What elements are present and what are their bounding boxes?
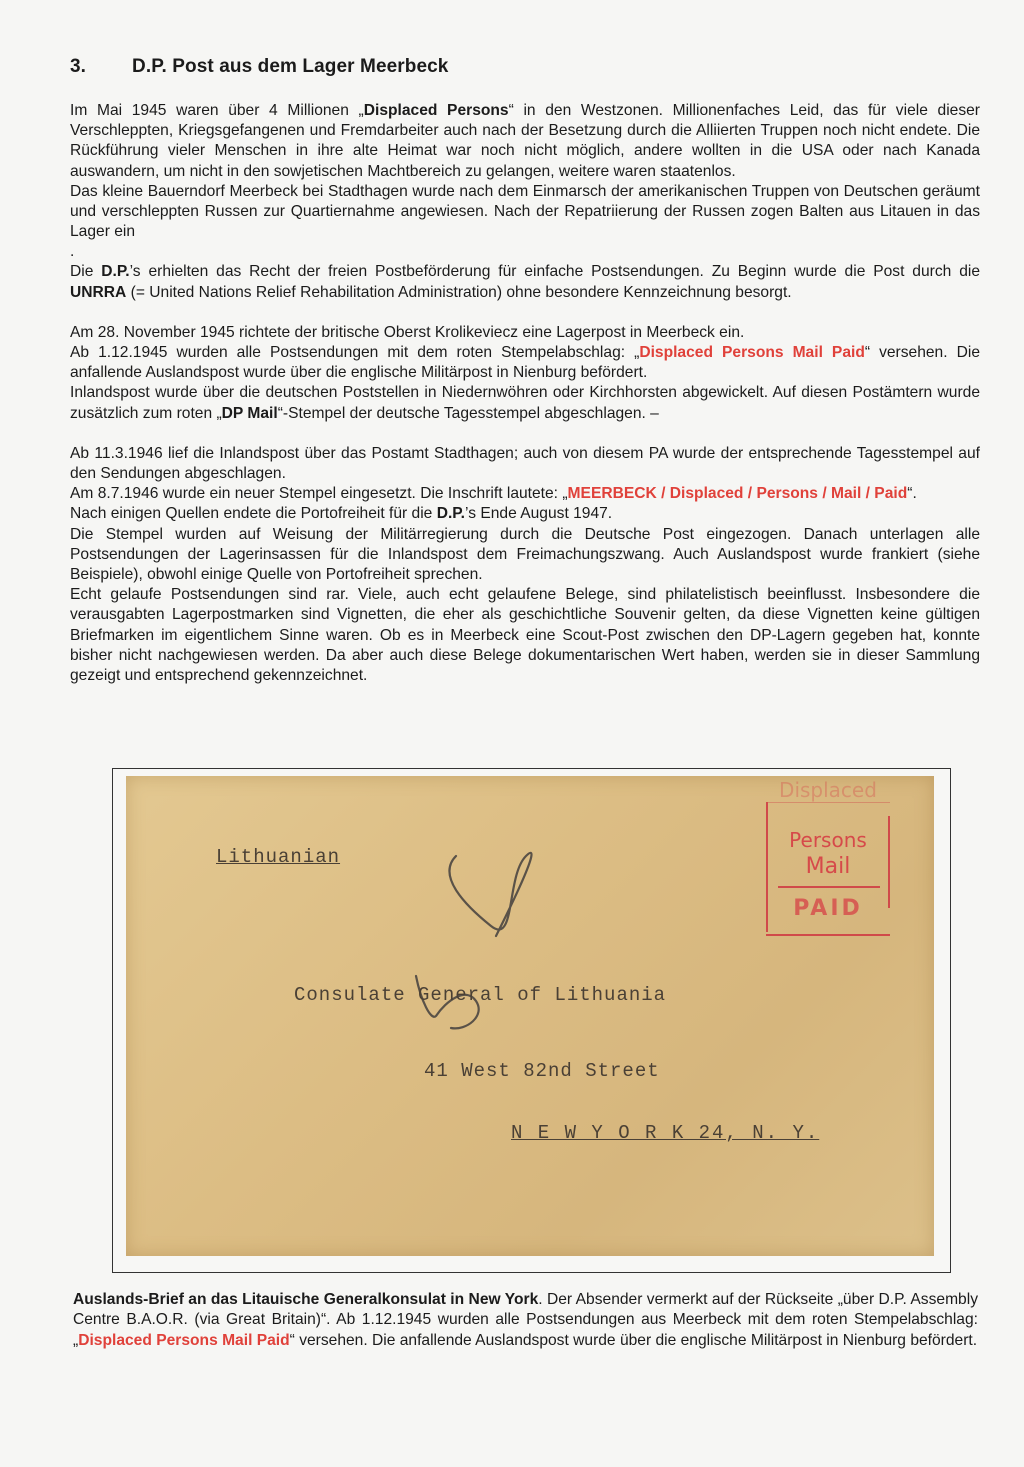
body-text	[70, 101, 980, 686]
spacer	[70, 424, 980, 444]
text-run: “-Stempel der deutsche Tagesstempel abgeschlagen. –	[277, 404, 659, 422]
emphasis: UNRRA	[70, 283, 127, 301]
paragraph-9	[70, 504, 980, 524]
text-run: “ in den Westzonen. Millionenfaches Leid, das für viele dieser Verschleppten, Kriegsgefangenen und Fremdarbeiter auch nach der Besetzung durch die Alliierten Truppen noch nicht endete. Die Rückführung vieler Menschen in ihre alte Heimat war noch nicht möglich, andere wollten in die USA oder nach Kanada auswandern, um nicht in den sowjetischen Machtbereich zu gelangen, weitere waren staatenlos.	[70, 102, 980, 180]
paragraph-4: Am 28. November 1945 richtete der britische Oberst Krolikeviecz eine Lagerpost in Meerbeck ein.	[70, 323, 745, 341]
text-run: Ab 1.12.1945 wurden alle Postsendungen mit dem roten Stempelabschlag: „	[70, 344, 640, 362]
paragraph-8	[70, 484, 980, 504]
address-line-2: 41 West 82nd Street	[424, 1060, 660, 1082]
paragraph-3	[70, 262, 980, 302]
section-number: 3.	[70, 56, 87, 77]
red-emphasis: MEERBECK / Displaced / Persons / Mail / Paid	[567, 485, 908, 503]
dp-mail-paid-stamp	[766, 776, 890, 936]
cover-caption	[73, 1290, 978, 1351]
stamp-border	[766, 802, 890, 803]
sender-note: Lithuanian	[216, 846, 341, 868]
text-run: Die	[70, 263, 102, 281]
text-run: (= United Nations Relief Rehabilitation Administration) ohne besondere Kennzeichnung besorgt.	[126, 283, 792, 301]
envelope-image	[126, 776, 934, 1256]
red-emphasis: Displaced Persons Mail Paid	[78, 1331, 290, 1349]
stamp-line-mail: Mail	[805, 854, 851, 879]
paragraph-11: Echt gelaufe Postsendungen sind rar. Viele, auch echt gelaufene Belege, sind philatelistisch beeinflusst. Insbesondere die verausgabten Lagerpostmarken sind Vignetten, die eher als geschichtliche Souvenir gelten, da diese Vignetten keine gültigen Briefmarken im eigentlichem Sinne waren. Ob es in Meerbeck eine Scout-Post zwischen den DP-Lagern gegeben hat, konnte bisher nicht nachgewiesen werden. Da aber auch diese Belege dokumentarischen Wert haben, werden sie in dieser Sammlung gezeigt und entsprechend gekennzeichnet.	[70, 586, 980, 685]
emphasis: Displaced Persons	[363, 102, 509, 119]
stamp-divider	[778, 886, 880, 888]
paragraph-6	[70, 383, 980, 423]
text-run: Nach einigen Quellen endete die Portofreiheit für die	[70, 505, 437, 523]
stamp-line-displaced: Displaced	[779, 778, 877, 802]
page-heading	[70, 56, 448, 78]
emphasis: D.P.	[436, 505, 466, 523]
paragraph-7: Ab 11.3.1946 lief die Inlandspost über das Postamt Stadthagen; auch von diesem PA wurde der entsprechende Tagesstempel auf den Sendungen abgeschlagen.	[70, 444, 980, 483]
spacer	[70, 303, 980, 323]
emphasis: D.P.	[101, 263, 130, 281]
pencil-scribble-icon	[396, 836, 636, 1036]
text-run: Am 8.7.1946 wurde ein neuer Stempel eingesetzt. Die Inschrift lautete: „	[70, 485, 568, 503]
text-run: “ versehen. Die anfallende Auslandspost wurde über die englische Militärpost in Nienburg befördert.	[70, 344, 980, 382]
text-run: “ versehen. Die anfallende Auslandspost wurde über die englische Militärpost in Nienburg befördert.	[289, 1331, 978, 1349]
text-run: ’s erhielten das Recht der freien Postbeförderung für einfache Postsendungen. Zu Beginn wurde die Post durch die	[129, 263, 981, 281]
text-run: . Der Absender vermerkt auf der Rückseite „über D.P. Assembly Centre B.A.O.R. (via Great Britain)“. Ab 1.12.1945 wurden alle Postsendungen aus Meerbeck mit dem roten Stempelabschlag: „	[73, 1291, 978, 1349]
stamp-border	[766, 934, 890, 936]
paragraph-5	[70, 343, 980, 383]
paragraph-10: Die Stempel wurden auf Weisung der Militärregierung durch die Deutsche Post eingezogen. Danach unterlagen alle Postsendungen der Lagerinsassen für die Inlandspost dem Freimachungszwang. Auch Auslandspost wurde frankiert (siehe Beispiele), obwohl einige Quelle von Portofreiheit sprechen.	[70, 525, 980, 584]
section-title: D.P. Post aus dem Lager Meerbeck	[132, 56, 449, 77]
stamp-line-paid: PAID	[793, 896, 863, 921]
stamp-line-persons: Persons	[789, 828, 867, 852]
address-line-3: N E W Y O R K 24, N. Y.	[511, 1122, 820, 1144]
caption-title: Auslands-Brief an das Litauische Generalkonsulat in New York	[73, 1291, 539, 1308]
text-run: Inlandspost wurde über die deutschen Poststellen in Niedernwöhren oder Kirchhorsten abgewickelt. Auf diesen Postämtern wurde zusätzlich zum roten „	[70, 384, 980, 422]
paragraph-2: Das kleine Bauerndorf Meerbeck bei Stadthagen wurde nach dem Einmarsch der amerikanischen Truppen von Deutschen geräumt und verschleppten Russen zur Quartiernahme angewiesen. Nach der Repatriierung der Russen zogen Balten aus Litauen in das Lager ein	[70, 182, 980, 241]
text-run: “.	[907, 485, 917, 503]
paragraph-1	[70, 101, 980, 182]
emphasis: DP Mail	[221, 404, 278, 422]
address-line-1: Consulate General of Lithuania	[294, 984, 667, 1006]
text-run: Im Mai 1945 waren über 4 Millionen „	[70, 102, 364, 119]
dot-line: .	[70, 243, 75, 261]
red-emphasis: Displaced Persons Mail Paid	[639, 344, 865, 362]
text-run: ’s Ende August 1947.	[465, 505, 613, 523]
